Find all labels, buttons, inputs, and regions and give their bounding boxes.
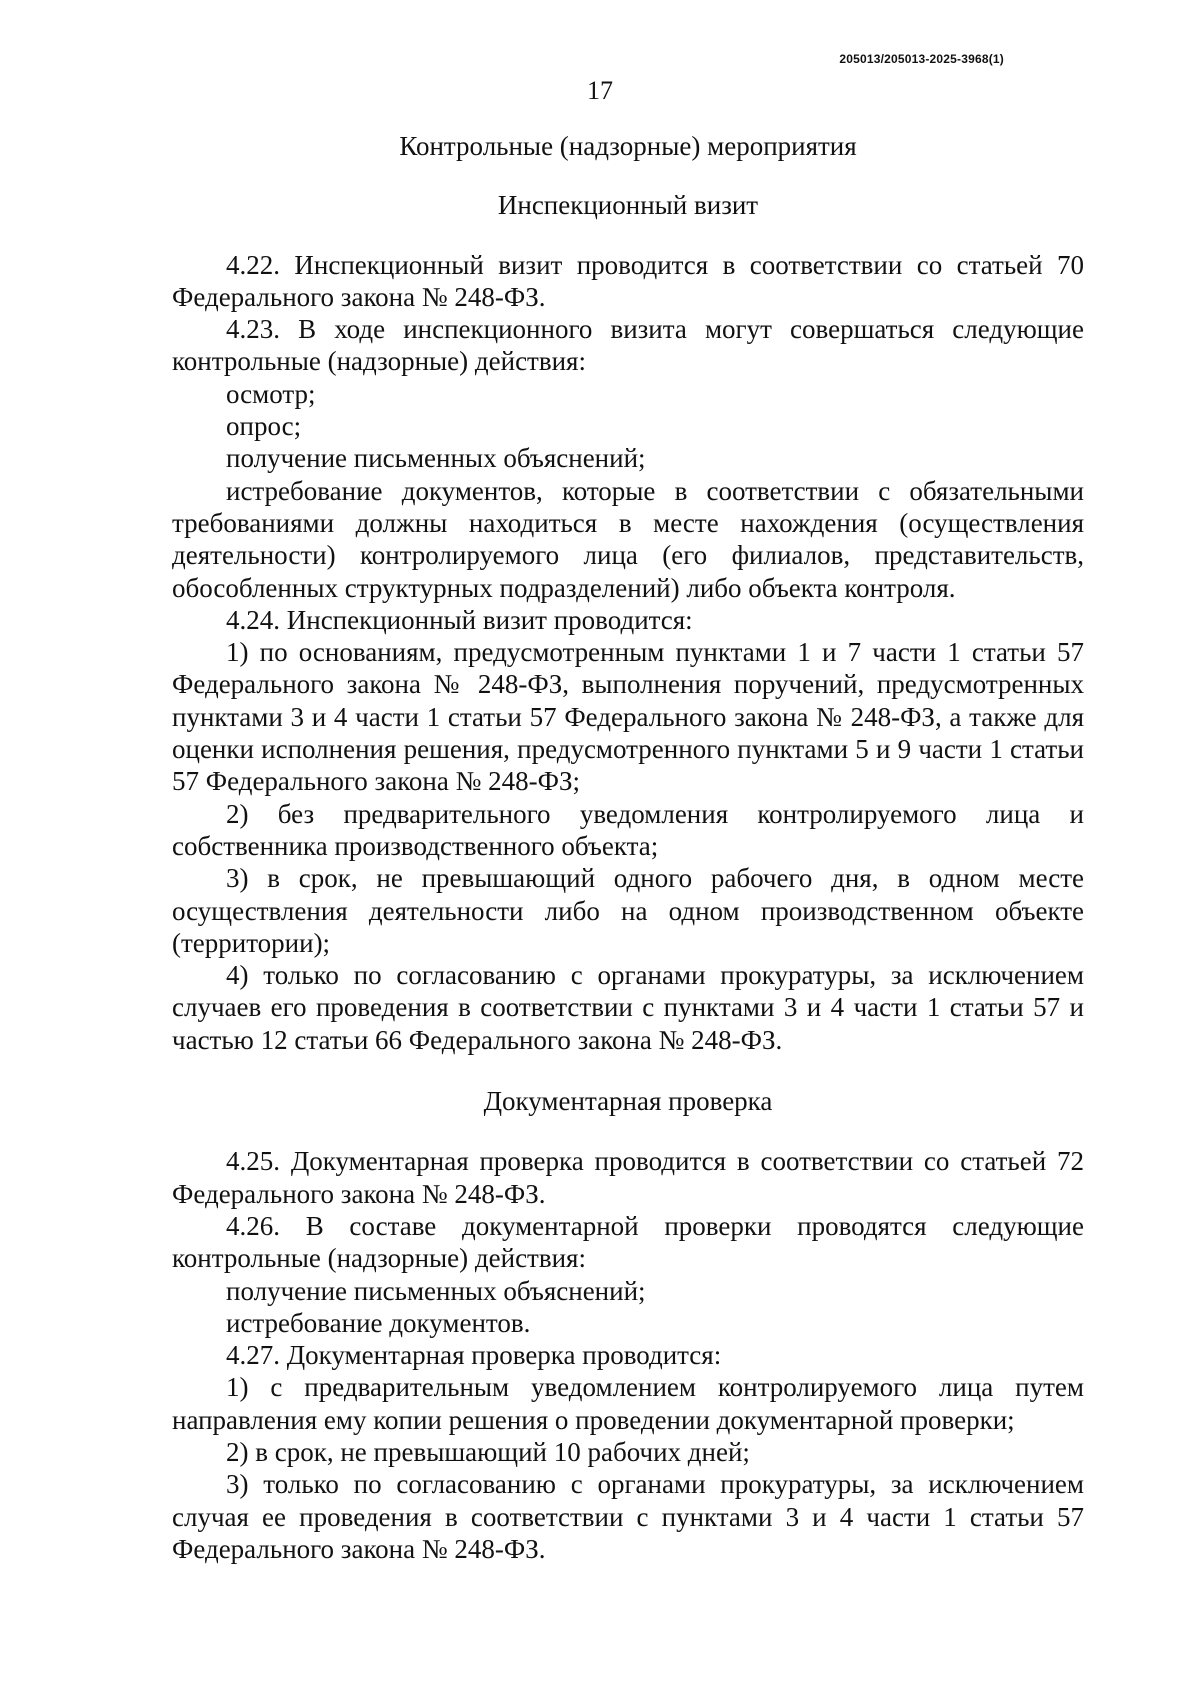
paragraph-4-24-item-2: 2) без предварительного уведомления контролируемого лица и собственника производственного объекта; bbox=[172, 798, 1084, 861]
section-title: Контрольные (надзорные) мероприятия bbox=[399, 131, 857, 161]
list-item-written-explanations: получение письменных объяснений; bbox=[226, 443, 646, 474]
list-item-written-explanations-2: получение письменных объяснений; bbox=[226, 1275, 646, 1306]
paragraph-4-24-item-3: 3) в срок, не превышающий одного рабочего дня, в одном месте осуществления деятельности либо на одном производственном объекте (территории); bbox=[172, 863, 1084, 958]
paragraph-4-27-item-1: 1) с предварительным уведомлением контролируемого лица путем направления ему копии решения о проведении документарной проверки; bbox=[172, 1372, 1084, 1435]
paragraph-4-25: 4.25. Документарная проверка проводится в соответствии со статьей 72 Федерального закона № 248-ФЗ. bbox=[172, 1146, 1084, 1209]
document-id: 205013/205013-2025-3968(1) bbox=[839, 52, 1004, 66]
paragraph-4-24-item-1: 1) по основаниям, предусмотренным пунктами 1 и 7 части 1 статьи 57 Федерального закона № 248-ФЗ, выполнения поручений, предусмотренных пунктами 3 и 4 части 1 статьи 57 Федерального закона № 248-ФЗ, а также для оценки исполнения решения, предусмотренного пунктами 5 и 9 части 1 статьи 57 Федерального закона № 248-ФЗ; bbox=[172, 637, 1084, 797]
list-item-document-request: истребование документов, которые в соответствии с обязательными требованиями должны находиться в месте нахождения (осуществления деятельности) контролируемого лица (его филиалов, представительств, обособленных структурных подразделений) либо объекта контроля. bbox=[172, 475, 1084, 603]
paragraph-4-27: 4.27. Документарная проверка проводится: bbox=[226, 1340, 722, 1371]
paragraph-4-24-item-4: 4) только по согласованию с органами прокуратуры, за исключением случаев его проведения в соответствии с пунктами 3 и 4 части 1 статьи 57 и частью 12 статьи 66 Федерального закона № 248-ФЗ. bbox=[172, 960, 1084, 1055]
documentary-check-title: Документарная проверка bbox=[483, 1086, 773, 1117]
list-item-document-request-2: истребование документов. bbox=[226, 1307, 531, 1338]
page-number: 17 bbox=[587, 76, 613, 105]
document-body bbox=[172, 130, 1084, 1565]
paragraph-4-26: 4.26. В составе документарной проверки проводятся следующие контрольные (надзорные) действия: bbox=[172, 1210, 1084, 1274]
paragraph-4-23: 4.23. В ходе инспекционного визита могут совершаться следующие контрольные (надзорные) действия: bbox=[172, 314, 1084, 377]
paragraph-4-22: 4.22. Инспекционный визит проводится в соответствии со статьей 70 Федерального закона № 248-ФЗ. bbox=[172, 249, 1084, 312]
paragraph-4-24: 4.24. Инспекционный визит проводится: bbox=[226, 604, 693, 635]
list-item-survey: опрос; bbox=[226, 411, 302, 442]
inspection-visit-title: Инспекционный визит bbox=[497, 190, 759, 221]
paragraph-4-27-item-2: 2) в срок, не превышающий 10 рабочих дней; bbox=[226, 1436, 750, 1467]
list-item-inspection: осмотр; bbox=[226, 378, 316, 409]
paragraph-4-27-item-3: 3) только по согласованию с органами прокуратуры, за исключением случая ее проведения в соответствии с пунктами 3 и 4 части 1 статьи 57 Федерального закона № 248-ФЗ. bbox=[172, 1469, 1084, 1564]
